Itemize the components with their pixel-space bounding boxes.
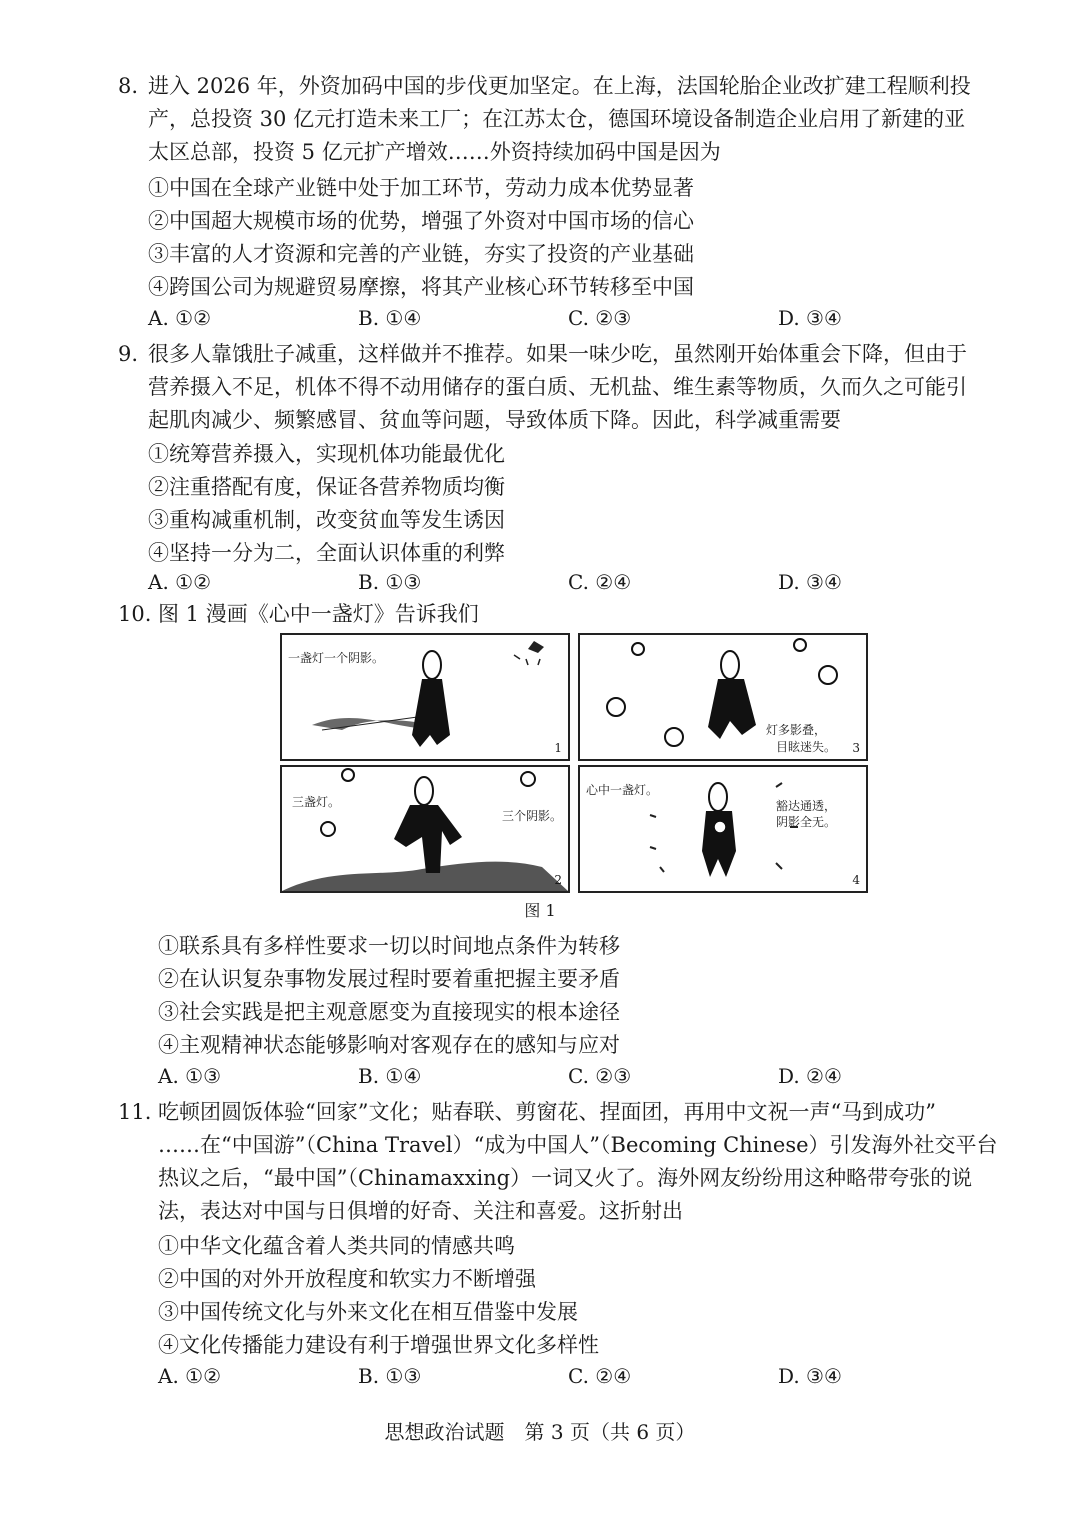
answer-choice-a[interactable]: A. ①② (148, 570, 212, 594)
statement-option: ①中华文化蕴含着人类共同的情感共鸣 (158, 1234, 515, 1258)
answer-choice-c[interactable]: C. ②④ (568, 570, 632, 594)
answer-choice-b[interactable]: B. ①④ (358, 1064, 422, 1088)
comic-panel-4 (578, 765, 868, 893)
question-number: 11. (118, 1100, 152, 1124)
question-stem-line: 很多人靠饿肚子减重，这样做并不推荐。如果一味少吃，虽然刚开始体重会下降，但由于 (148, 342, 967, 366)
panel-number: 1 (554, 741, 562, 755)
answer-choice-c[interactable]: C. ②③ (568, 1064, 632, 1088)
question-stem-line: 起肌肉减少、频繁感冒、贫血等问题，导致体质下降。因此，科学减重需要 (148, 408, 841, 432)
answer-choice-b[interactable]: B. ①③ (358, 1364, 422, 1388)
question-stem-line: 法，表达对中国与日俱增的好奇、关注和喜爱。这折射出 (158, 1199, 683, 1223)
question-number: 9. (118, 342, 139, 366)
panel-number: 4 (852, 873, 860, 887)
comic-caption: 阴影全无。 (776, 815, 837, 829)
statement-option: ①联系具有多样性要求一切以时间地点条件为转移 (158, 934, 620, 958)
question-number: 10. (118, 602, 152, 626)
statement-option: ④坚持一分为二，全面认识体重的利弊 (148, 541, 505, 565)
statement-option: ③中国传统文化与外来文化在相互借鉴中发展 (158, 1300, 578, 1324)
comic-caption: 三个阴影。 (502, 809, 563, 823)
comic-caption: 灯多影叠， (766, 723, 827, 737)
page-footer: 思想政治试题 第 3 页（共 6 页） (384, 1420, 696, 1444)
answer-choice-c[interactable]: C. ②④ (568, 1364, 632, 1388)
comic-caption: 三盏灯。 (292, 795, 341, 809)
comic-caption: 目眩迷失。 (776, 740, 837, 754)
answer-choice-d[interactable]: D. ③④ (778, 306, 842, 330)
question-stem-line: 太区总部，投资 5 亿元扩产增效……外资持续加码中国是因为 (148, 140, 721, 164)
question-stem-line: 图 1 漫画《心中一盏灯》告诉我们 (158, 602, 479, 626)
answer-choice-d[interactable]: D. ②④ (778, 1064, 842, 1088)
comic-panel-2 (280, 765, 570, 893)
comic-panel-drawing (282, 767, 568, 891)
statement-option: ②在认识复杂事物发展过程时要着重把握主要矛盾 (158, 967, 620, 991)
panel-number: 3 (852, 741, 860, 755)
panel-number: 2 (554, 873, 562, 887)
statement-option: ②中国超大规模市场的优势，增强了外资对中国市场的信心 (148, 209, 694, 233)
figure-caption: 图 1 (524, 901, 556, 920)
answer-choice-b[interactable]: B. ①③ (358, 570, 422, 594)
statement-option: ④主观精神状态能够影响对客观存在的感知与应对 (158, 1033, 620, 1057)
answer-choice-d[interactable]: D. ③④ (778, 1364, 842, 1388)
statement-option: ①中国在全球产业链中处于加工环节，劳动力成本优势显著 (148, 176, 694, 200)
answer-choice-d[interactable]: D. ③④ (778, 570, 842, 594)
comic-caption: 一盏灯一个阴影。 (288, 651, 385, 665)
comic-panel-1 (280, 633, 570, 761)
question-stem-line: 营养摄入不足，机体不得不动用储存的蛋白质、无机盐、维生素等物质，久而久之可能引 (148, 375, 967, 399)
statement-option: ④跨国公司为规避贸易摩擦，将其产业核心环节转移至中国 (148, 275, 694, 299)
statement-option: ③丰富的人才资源和完善的产业链，夯实了投资的产业基础 (148, 242, 694, 266)
comic-panel-3 (578, 633, 868, 761)
question-stem-line: 产，总投资 30 亿元打造未来工厂；在江苏太仓，德国环境设备制造企业启用了新建的亚 (148, 107, 966, 131)
comic-figure (280, 633, 868, 891)
question-stem-line: ……在“中国游”（China Travel）“成为中国人”（Becoming Chinese）引发海外社交平台 (158, 1133, 998, 1157)
question-number: 8. (118, 74, 139, 98)
comic-caption: 豁达通透， (776, 799, 837, 813)
answer-choice-a[interactable]: A. ①② (158, 1364, 222, 1388)
statement-option: ②中国的对外开放程度和软实力不断增强 (158, 1267, 536, 1291)
question-stem-line: 进入 2026 年，外资加码中国的步伐更加坚定。在上海，法国轮胎企业改扩建工程顺利投 (148, 74, 971, 98)
comic-caption: 心中一盏灯。 (586, 783, 659, 797)
statement-option: ②注重搭配有度，保证各营养物质均衡 (148, 475, 505, 499)
statement-option: ③重构减重机制，改变贫血等发生诱因 (148, 508, 505, 532)
answer-choice-a[interactable]: A. ①③ (158, 1064, 222, 1088)
question-stem-line: 热议之后，“最中国”（Chinamaxxing）一词又火了。海外网友纷纷用这种略带夸张的说 (158, 1166, 973, 1190)
question-stem-line: 吃顿团圆饭体验“回家”文化；贴春联、剪窗花、捏面团，再用中文祝一声“马到成功” (158, 1100, 936, 1124)
statement-option: ③社会实践是把主观意愿变为直接现实的根本途径 (158, 1000, 620, 1024)
statement-option: ④文化传播能力建设有利于增强世界文化多样性 (158, 1333, 599, 1357)
answer-choice-b[interactable]: B. ①④ (358, 306, 422, 330)
answer-choice-a[interactable]: A. ①② (148, 306, 212, 330)
statement-option: ①统筹营养摄入，实现机体功能最优化 (148, 442, 505, 466)
answer-choice-c[interactable]: C. ②③ (568, 306, 632, 330)
